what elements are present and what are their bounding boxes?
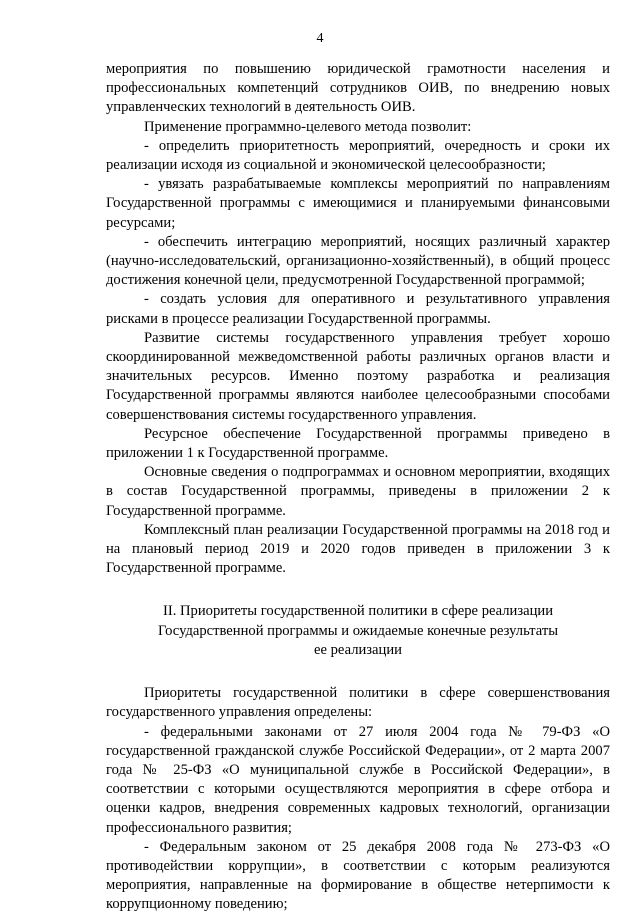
section-heading-line-2: Государственной программы и ожидаемые конечные результаты xyxy=(157,622,559,639)
section-heading-line-3: ее реализации xyxy=(314,641,402,658)
paragraph: Основные сведения о подпрограммах и основном мероприятии, входящих в состав Государственной программы, приведены в приложении 2 к Государственной программе. xyxy=(106,464,610,519)
section-heading xyxy=(106,602,610,660)
paragraphs-top xyxy=(106,60,610,578)
paragraph: - федеральными законами от 27 июля 2004 года № 79-ФЗ «О государственной гражданской службе Российской Федерации», от 2 марта 2007 года № 25-ФЗ «О муниципальной службе в Российской Федерации», в соответствии с которыми осуществляются мероприятия в сфере отбора и оценки кадров, внедрения современных кадровых технологий, организации профессионального развития; xyxy=(106,723,610,836)
spacer xyxy=(106,660,610,684)
spacer xyxy=(106,578,610,602)
paragraph: Приоритеты государственной политики в сфере совершенствования государственного управления определены: xyxy=(106,685,610,721)
paragraph: - увязать разрабатываемые комплексы мероприятий по направлениям Государственной программы с имеющимися и планируемыми финансовыми ресурсами; xyxy=(106,176,610,231)
paragraph: мероприятия по повышению юридической грамотности населения и профессиональных компетенций сотрудников ОИВ, по внедрению новых управленческих технологий в деятельность ОИВ. xyxy=(106,61,610,116)
page-number: 4 xyxy=(316,31,324,46)
paragraph: Комплексный план реализации Государственной программы на 2018 год и на плановый период 2019 и 2020 годов приведен в приложении 3 к Государственной программе. xyxy=(106,521,610,577)
section-heading-line-1: II. Приоритеты государственной политики в сфере реализации xyxy=(162,603,554,620)
paragraph: - Федеральным законом от 25 декабря 2008 года № 273-ФЗ «О противодействии коррупции», в соответствии с которым реализуются мероприятия, направленные на формирование в обществе нетерпимости к коррупционному поведению; xyxy=(106,838,610,913)
paragraph: Ресурсное обеспечение Государственной программы приведено в приложении 1 к Государственной программе. xyxy=(106,425,610,462)
paragraph: - обеспечить интеграцию мероприятий, носящих различный характер (научно-исследовательский, организационно-хозяйственный), в общий процесс достижения конечной цели, предусмотренной Государственной программой; xyxy=(106,233,610,289)
document-body xyxy=(106,60,610,915)
paragraph: - определить приоритетность мероприятий, очередность и сроки их реализации исходя из социальной и экономической целесообразности; xyxy=(106,137,610,174)
paragraph: Применение программно-целевого метода позволит: xyxy=(144,118,472,135)
paragraphs-bottom xyxy=(106,684,610,914)
paragraph: - создать условия для оперативного и результативного управления рисками в процессе реализации Государственной программы. xyxy=(106,291,610,327)
paragraph: Развитие системы государственного управления требует хорошо скоординированной межведомственной работы различных органов власти и значительных ресурсов. Именно поэтому разработка и реализация Государственной программы являются наиболее целесообразными способами совершенствования системы государственного управления. xyxy=(106,329,610,423)
